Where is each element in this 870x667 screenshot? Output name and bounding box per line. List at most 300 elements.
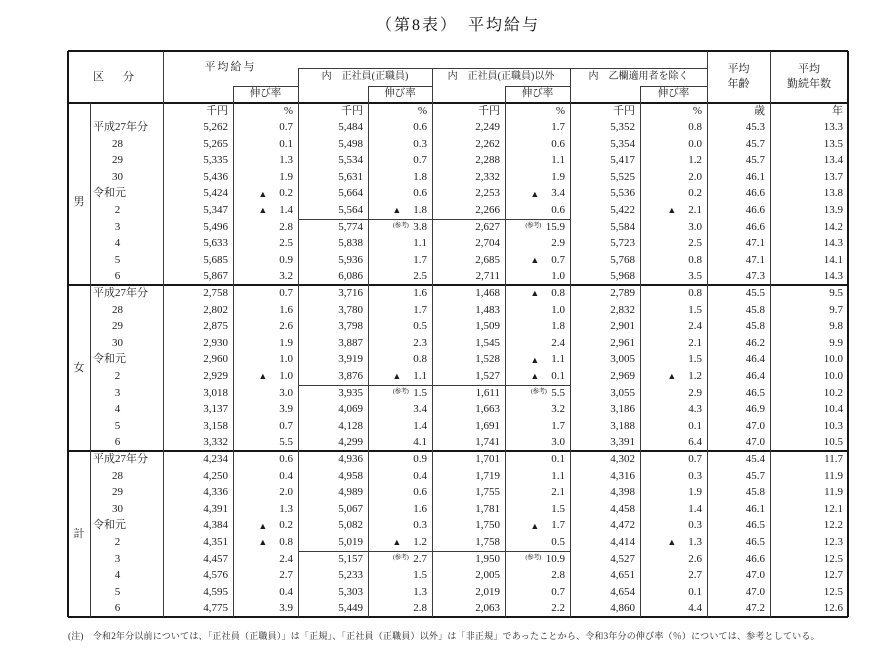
table-cell (233, 401, 298, 418)
cell-value: 2,901 (610, 320, 635, 333)
cell-value: 4,936 (338, 452, 363, 465)
table-cell (570, 484, 640, 501)
cell-value: 1.9 (688, 486, 702, 499)
cell-value: 12.2 (823, 519, 843, 532)
cell-value: 1.1 (551, 353, 565, 366)
negative-marker: ▲ (258, 537, 268, 548)
cell-value: 46.6 (745, 203, 765, 216)
cell-value: 0.9 (413, 452, 427, 465)
table-cell (298, 584, 368, 601)
table-cell (163, 136, 233, 153)
cell-value: 0.6 (413, 187, 427, 200)
table-cell (707, 268, 770, 285)
table-cell (163, 484, 233, 501)
cell-value: 3,055 (610, 386, 635, 399)
table-cell (770, 534, 848, 551)
table-cell (505, 235, 570, 252)
table-cell (233, 368, 298, 385)
cell-value: 5,564 (338, 203, 363, 216)
table-cell (770, 600, 848, 617)
table-cell (233, 119, 298, 136)
row-year-label: 5 (114, 585, 121, 598)
cell-value: 1.3 (413, 585, 427, 598)
unit-label: % (417, 104, 427, 117)
cell-value: 2.8 (551, 569, 565, 582)
table-cell (432, 252, 505, 269)
table-cell (368, 385, 432, 402)
cell-value: 3,005 (610, 353, 635, 366)
cell-value: 4,775 (203, 602, 228, 615)
table-cell (368, 302, 432, 319)
negative-marker: ▲ (530, 371, 540, 382)
table-cell (770, 584, 848, 601)
table-cell (298, 368, 368, 385)
table-cell (707, 119, 770, 136)
table-cell (233, 451, 298, 468)
cell-value: 1,741 (475, 436, 500, 449)
table-cell (570, 136, 640, 153)
cell-value: 4,384 (203, 519, 228, 532)
cell-value: 1.4 (688, 502, 702, 515)
table-cell (640, 252, 707, 269)
cell-value: 1,750 (475, 519, 500, 532)
cell-value: 5,584 (610, 220, 635, 233)
cell-value: 1.1 (551, 469, 565, 482)
table-cell (770, 235, 848, 252)
grid-line (640, 86, 707, 87)
row-year-label: 29 (112, 320, 123, 333)
cell-value: 5,424 (203, 187, 228, 200)
cell-value: 0.7 (688, 452, 702, 465)
row-year-label: 平成27年分 (93, 286, 148, 299)
table-cell (640, 368, 707, 385)
unit-label: 千円 (478, 104, 500, 117)
cell-value: 45.3 (745, 120, 765, 133)
cell-value: 5,082 (338, 519, 363, 532)
table-cell (707, 434, 770, 451)
table-cell (233, 285, 298, 302)
row-year-label: 2 (114, 535, 121, 548)
table-cell (298, 318, 368, 335)
table-cell (505, 185, 570, 202)
cell-value: 0.4 (279, 469, 293, 482)
table-cell (432, 119, 505, 136)
cell-value: 14.1 (823, 253, 843, 266)
table-cell (505, 468, 570, 485)
cell-value: 0.3 (688, 469, 702, 482)
cell-value: 2.5 (413, 270, 427, 283)
cell-value: 2.3 (413, 336, 427, 349)
row-year-label: 6 (114, 602, 121, 615)
table-cell (298, 385, 368, 402)
table-cell (505, 252, 570, 269)
row-year-label: 5 (114, 253, 121, 266)
table-cell (570, 351, 640, 368)
table-cell (570, 285, 640, 302)
table-cell (770, 401, 848, 418)
cell-value: 46.5 (745, 386, 765, 399)
table-cell (368, 517, 432, 534)
table-cell (368, 351, 432, 368)
table-cell (707, 551, 770, 568)
row-year-label: 30 (112, 502, 123, 515)
cell-value: 3,876 (338, 369, 363, 382)
table-cell (570, 401, 640, 418)
table-cell (505, 152, 570, 169)
table-cell (163, 401, 233, 418)
cell-value: 1,701 (475, 452, 500, 465)
cell-value: 5,417 (610, 154, 635, 167)
cell-value: 2.1 (551, 486, 565, 499)
cell-value: 13.3 (823, 120, 843, 133)
table-cell (298, 268, 368, 285)
cell-value: 2,802 (203, 303, 228, 316)
table-cell (163, 434, 233, 451)
cell-value: 4,458 (610, 502, 635, 515)
unit-label: % (692, 104, 702, 117)
unit-label: % (283, 104, 293, 117)
table-cell (505, 318, 570, 335)
table-cell (570, 567, 640, 584)
table-cell (770, 318, 848, 335)
table-cell (570, 335, 640, 352)
cell-value: 4,250 (203, 469, 228, 482)
cell-value: 5,534 (338, 154, 363, 167)
cell-value: 5,262 (203, 120, 228, 133)
table-cell (640, 351, 707, 368)
table-cell (432, 185, 505, 202)
table-cell (505, 551, 570, 568)
negative-marker: ▲ (258, 520, 268, 531)
table-cell (163, 600, 233, 617)
cell-value: 3.2 (279, 270, 293, 283)
table-cell (707, 152, 770, 169)
cell-value: 2.0 (279, 486, 293, 499)
table-cell (432, 368, 505, 385)
table-cell (368, 434, 432, 451)
table-cell (298, 285, 368, 302)
cell-value: 3,919 (338, 353, 363, 366)
cell-value: 45.7 (745, 469, 765, 482)
cell-value: 5,449 (338, 602, 363, 615)
table-cell (163, 202, 233, 219)
row-year-label: 令和元 (93, 519, 126, 532)
cell-value: 3,780 (338, 303, 363, 316)
table-cell (233, 551, 298, 568)
cell-value: 2.0 (688, 170, 702, 183)
table-cell (233, 235, 298, 252)
table-cell (298, 468, 368, 485)
table-cell (770, 468, 848, 485)
cell-value: 1.8 (551, 320, 565, 333)
reference-marker: (参考) (392, 388, 409, 396)
table-cell (770, 285, 848, 302)
table-cell (432, 285, 505, 302)
table-cell (432, 202, 505, 219)
cell-value: 3.0 (551, 436, 565, 449)
table-cell (432, 335, 505, 352)
cell-value: 10.4 (823, 403, 843, 416)
cell-value: 3.4 (413, 403, 427, 416)
cell-value: 0.4 (413, 469, 427, 482)
cell-value: 4,527 (610, 552, 635, 565)
cell-value: 2,832 (610, 303, 635, 316)
table-cell (298, 235, 368, 252)
cell-value: 4,989 (338, 486, 363, 499)
table-cell (707, 252, 770, 269)
table-cell (707, 600, 770, 617)
cell-value: 5,335 (203, 154, 228, 167)
table-cell (640, 268, 707, 285)
cell-value: 2,961 (610, 336, 635, 349)
cell-value: 1.0 (279, 353, 293, 366)
table-cell (233, 385, 298, 402)
table-cell (640, 584, 707, 601)
table-cell (432, 517, 505, 534)
negative-marker: ▲ (530, 354, 540, 365)
cell-value: 9.8 (829, 320, 843, 333)
row-year-label: 30 (112, 170, 123, 183)
cell-value: 0.1 (551, 452, 565, 465)
cell-value: 2,929 (203, 369, 228, 382)
negative-marker: ▲ (530, 188, 540, 199)
cell-value: 0.6 (413, 486, 427, 499)
table-cell (770, 185, 848, 202)
cell-value: 5,303 (338, 585, 363, 598)
table-cell (432, 501, 505, 518)
cell-value: 46.6 (745, 552, 765, 565)
table-cell (368, 468, 432, 485)
table-cell (163, 567, 233, 584)
table-cell (432, 351, 505, 368)
section-label: 計 (73, 527, 85, 540)
table-cell (770, 551, 848, 568)
table-cell (298, 152, 368, 169)
cell-value: 0.1 (688, 419, 702, 432)
cell-value: 2.1 (688, 203, 702, 216)
cell-value: 2.9 (688, 386, 702, 399)
cell-value: 3,188 (610, 419, 635, 432)
cell-value: 2.8 (413, 602, 427, 615)
row-year-label: 6 (114, 270, 121, 283)
table-cell (570, 517, 640, 534)
negative-marker: ▲ (258, 371, 268, 382)
negative-marker: ▲ (667, 371, 677, 382)
table-cell (432, 567, 505, 584)
table-cell (233, 169, 298, 186)
table-cell (505, 534, 570, 551)
table-cell (432, 584, 505, 601)
cell-value: 46.4 (745, 353, 765, 366)
unit-label: 歳 (754, 104, 765, 117)
cell-value: 2,758 (203, 286, 228, 299)
cell-value: 5,631 (338, 170, 363, 183)
cell-value: 1.0 (551, 303, 565, 316)
cell-value: 5,685 (203, 253, 228, 266)
negative-marker: ▲ (392, 537, 402, 548)
table-cell (570, 268, 640, 285)
table-cell (298, 136, 368, 153)
negative-marker: ▲ (530, 254, 540, 265)
table-cell (233, 268, 298, 285)
cell-value: 1,528 (475, 353, 500, 366)
table-cell (707, 418, 770, 435)
grid-line (233, 86, 298, 87)
table-cell (163, 418, 233, 435)
table-cell (640, 285, 707, 302)
table-cell (707, 385, 770, 402)
cell-value: 1.7 (551, 120, 565, 133)
table-cell (298, 484, 368, 501)
cell-value: 0.7 (279, 120, 293, 133)
table-cell (163, 119, 233, 136)
cell-value: 1,950 (475, 552, 500, 565)
table-cell (368, 418, 432, 435)
cell-value: 5,968 (610, 270, 635, 283)
cell-value: 5,354 (610, 137, 635, 150)
table-cell (163, 302, 233, 319)
table-cell (707, 285, 770, 302)
table-cell (368, 600, 432, 617)
cell-value: 1.5 (551, 502, 565, 515)
cell-value: 1,781 (475, 502, 500, 515)
cell-value: 13.4 (823, 154, 843, 167)
table-cell (505, 600, 570, 617)
table-cell (707, 401, 770, 418)
table-cell (233, 219, 298, 236)
cell-value: 2.8 (279, 220, 293, 233)
table-cell (570, 418, 640, 435)
row-year-label: 28 (112, 469, 123, 482)
table-cell (570, 252, 640, 269)
table-cell (770, 434, 848, 451)
reference-marker: (参考) (530, 388, 547, 396)
row-year-label: 3 (114, 220, 121, 233)
cell-value: 47.0 (745, 436, 765, 449)
cell-value: 3.2 (551, 403, 565, 416)
table-cell (298, 169, 368, 186)
cell-value: 2,063 (475, 602, 500, 615)
cell-value: 1.1 (413, 369, 427, 382)
table-cell (505, 219, 570, 236)
table-cell (368, 202, 432, 219)
negative-marker: ▲ (258, 205, 268, 216)
cell-value: 1,719 (475, 469, 500, 482)
cell-value: 46.5 (745, 519, 765, 532)
row-year-label: 4 (114, 237, 121, 250)
cell-value: 2,332 (475, 170, 500, 183)
table-cell (707, 185, 770, 202)
cell-value: 3.0 (688, 220, 702, 233)
cell-value: 1.2 (413, 535, 427, 548)
cell-value: 2,288 (475, 154, 500, 167)
table-cell (640, 235, 707, 252)
cell-value: 2.5 (279, 237, 293, 250)
cell-value: 4,351 (203, 535, 228, 548)
cell-value: 1.7 (551, 419, 565, 432)
cell-value: 1.1 (413, 237, 427, 250)
table-cell (505, 517, 570, 534)
table-cell (570, 584, 640, 601)
cell-value: 4,391 (203, 502, 228, 515)
negative-marker: ▲ (392, 205, 402, 216)
cell-value: 2,685 (475, 253, 500, 266)
table-cell (707, 169, 770, 186)
cell-value: 2,960 (203, 353, 228, 366)
cell-value: 0.1 (688, 585, 702, 598)
cell-value: 5,265 (203, 137, 228, 150)
cell-value: 5,067 (338, 502, 363, 515)
cell-value: 4,302 (610, 452, 635, 465)
col-header-growth-rate-1: 伸び率 (249, 88, 282, 100)
cell-value: 3,716 (338, 286, 363, 299)
cell-value: 4,576 (203, 569, 228, 582)
cell-value: 2.2 (551, 602, 565, 615)
cell-value: 4,336 (203, 486, 228, 499)
table-cell (163, 534, 233, 551)
cell-value: 47.1 (745, 253, 765, 266)
cell-value: 4,299 (338, 436, 363, 449)
table-cell (368, 219, 432, 236)
table-cell (707, 235, 770, 252)
table-cell (640, 119, 707, 136)
cell-value: 5,352 (610, 120, 635, 133)
unit-label: % (555, 104, 565, 117)
cell-value: 1,611 (475, 386, 500, 399)
cell-value: 0.6 (279, 452, 293, 465)
salary-table (68, 51, 848, 617)
table-cell (770, 335, 848, 352)
table-cell (368, 401, 432, 418)
table-cell (505, 484, 570, 501)
cell-value: 47.0 (745, 569, 765, 582)
row-year-label: 29 (112, 154, 123, 167)
cell-value: 0.7 (413, 154, 427, 167)
table-cell (770, 219, 848, 236)
table-cell (505, 451, 570, 468)
table-cell (368, 152, 432, 169)
cell-value: 45.8 (745, 320, 765, 333)
cell-value: 0.9 (279, 253, 293, 266)
row-year-label: 2 (114, 203, 121, 216)
table-cell (432, 302, 505, 319)
cell-value: 1.2 (688, 369, 702, 382)
cell-value: 13.7 (823, 170, 843, 183)
table-cell (432, 600, 505, 617)
table-cell (640, 484, 707, 501)
cell-value: 46.5 (745, 535, 765, 548)
table-cell (570, 368, 640, 385)
cell-value: 3,887 (338, 336, 363, 349)
table-cell (640, 418, 707, 435)
table-cell (163, 152, 233, 169)
section-label: 男 (73, 195, 85, 208)
table-cell (368, 136, 432, 153)
cell-value: 0.8 (413, 353, 427, 366)
table-cell (432, 418, 505, 435)
table-cell (233, 501, 298, 518)
table-cell (640, 335, 707, 352)
table-cell (770, 501, 848, 518)
table-cell (570, 468, 640, 485)
row-year-label: 5 (114, 419, 121, 432)
table-cell (770, 252, 848, 269)
cell-value: 45.7 (745, 137, 765, 150)
table-cell (570, 600, 640, 617)
cell-value: 0.1 (279, 137, 293, 150)
cell-value: 2,019 (475, 585, 500, 598)
cell-value: 4,234 (203, 452, 228, 465)
